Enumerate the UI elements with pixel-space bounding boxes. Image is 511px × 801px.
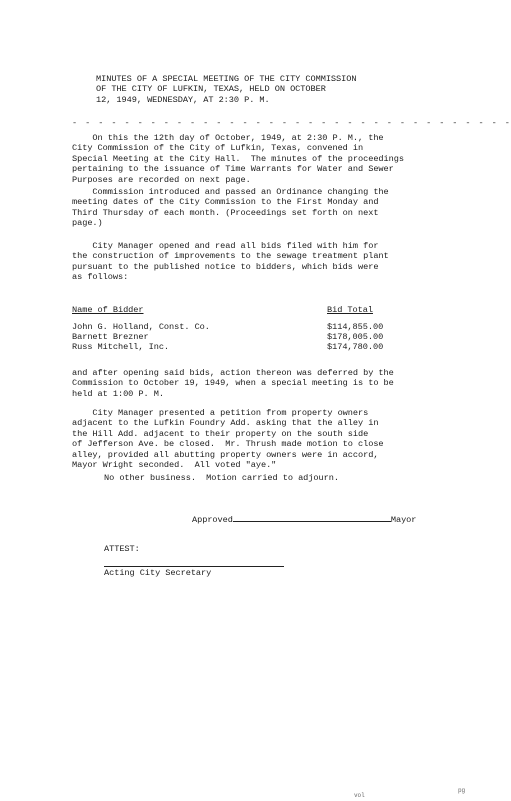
bid-row-total: $174,780.00	[327, 342, 384, 352]
bids-intro-paragraph: City Manager opened and read all bids filed with him for the construction of improvements to the sewage treatment plant pursuant to the published notice to bidders, which bids were as follows:	[72, 241, 389, 283]
bid-header-name: Name of Bidder	[72, 305, 144, 315]
volume-mark: vol	[354, 792, 365, 799]
bid-header-total: Bid Total	[327, 305, 373, 315]
bid-row-name: John G. Holland, Const. Co.	[72, 322, 210, 332]
minutes-title	[96, 74, 396, 105]
bid-row-name: Russ Mitchell, Inc.	[72, 342, 170, 352]
bids-deferred-paragraph: and after opening said bids, action thereon was deferred by the Commission to October 19, 1949, when a special meeting is to be held at 1:00 P. M.	[72, 368, 394, 399]
ordinance-paragraph: Commission introduced and passed an Ordinance changing the meeting dates of the City Commission to the First Monday and Third Thursday of each month. (Proceedings set forth on next page.)	[72, 187, 389, 229]
title-line-3: 12, 1949, WEDNESDAY, AT 2:30 P. M.	[96, 94, 270, 105]
alley-petition-paragraph: City Manager presented a petition from property owners adjacent to the Lufkin Foundry Add. asking that the alley in the Hill Add. adjacent to their property on the south side of Jefferson Ave. be closed. Mr. Thrush made motion to close alley, provided all abutting property owners were in accord, Mayor Wright seconded. All voted "aye."	[72, 408, 384, 471]
separator-line: - - - - - - - - - - - - - - - - - - - - - - - - - - - - - - - - - -	[72, 118, 511, 128]
approved-label: Approved	[192, 515, 233, 525]
adjourn-paragraph: No other business. Motion carried to adjourn.	[104, 473, 339, 483]
title-line-1: MINUTES OF A SPECIAL MEETING OF THE CITY COMMISSION	[96, 74, 357, 84]
secretary-label: Acting City Secretary	[104, 568, 212, 578]
approved-signature-block	[192, 512, 416, 525]
attest-label: ATTEST:	[104, 544, 140, 554]
bid-row-total: $178,005.00	[327, 332, 384, 342]
bid-row-name: Barnett Brezner	[72, 332, 149, 342]
page-mark: pg	[458, 787, 466, 794]
secretary-signature-line	[104, 566, 284, 567]
bid-row-total: $114,855.00	[327, 322, 384, 332]
mayor-signature-line	[233, 512, 391, 522]
secretary-signature-block	[104, 566, 284, 578]
title-line-2: OF THE CITY OF LUFKIN, TEXAS, HELD ON OCTOBER	[96, 84, 326, 95]
mayor-label: Mayor	[390, 515, 417, 525]
intro-paragraph: On this the 12th day of October, 1949, at 2:30 P. M., the City Commission of the City of Lufkin, Texas, convened in Special Meeting at the City Hall. The minutes of the proceedings pertaining to the issuance of Time Warrants for Water and Sewer Purposes are recorded on next page.	[72, 133, 404, 185]
